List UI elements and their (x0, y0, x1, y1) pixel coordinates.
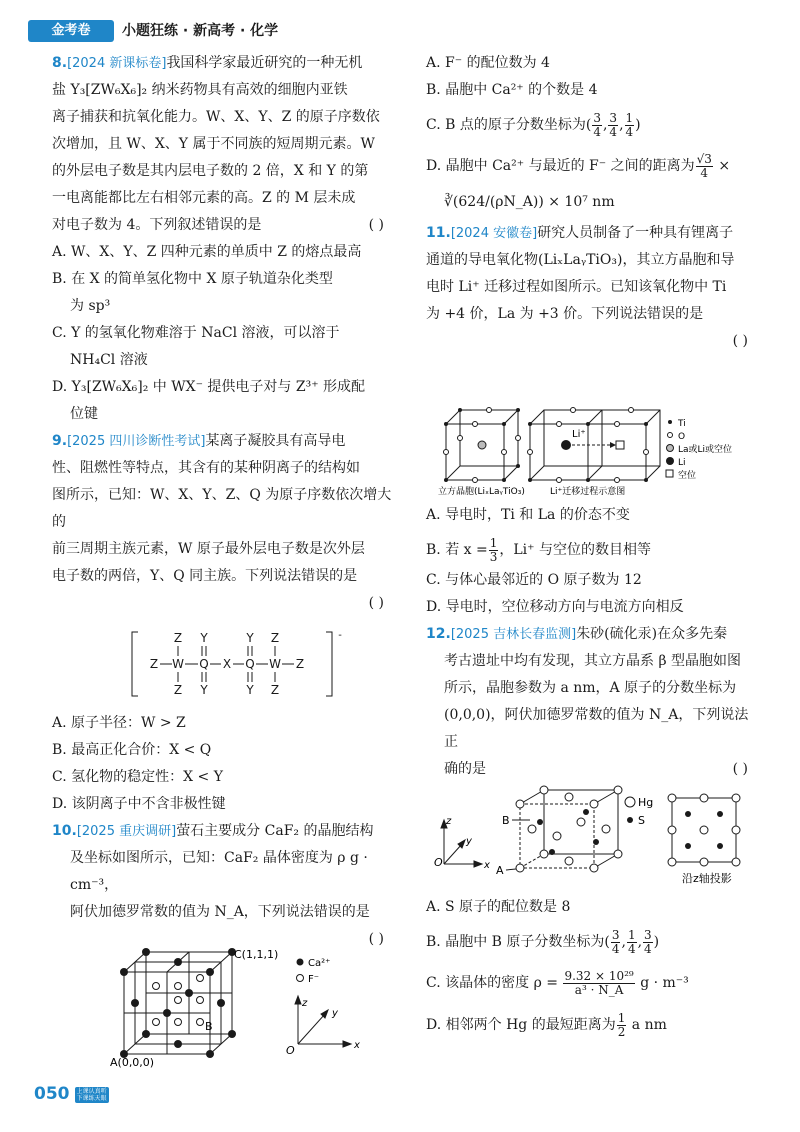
q11-stem-line: 通道的导电氧化物(LiₓLaᵧTiO₃)，其立方晶胞和导 (426, 252, 735, 268)
svg-text:Y: Y (246, 683, 254, 697)
q11-stem-line: 电时 Li⁺ 迁移过程如图所示。已知该氧化物中 Ti (426, 279, 727, 295)
q9-option-c[interactable]: C. 氢化物的稳定性：X < Y (52, 769, 223, 785)
svg-text:O: O (434, 856, 443, 869)
q11-caption-migration: Li⁺迁移过程示意图 (550, 487, 626, 497)
q11-caption-unit-cell: 立方晶胞(LiₓLaᵧTiO₃) (438, 487, 525, 497)
right-column-lower (426, 894, 756, 1043)
q8-stem-line: 对电子数为 4。下列叙述错误的是 ( ) (52, 217, 384, 233)
svg-text:Z: Z (295, 657, 305, 671)
brand-badge: 金考卷 (28, 20, 114, 42)
legend-f-marker (297, 975, 304, 982)
q11-legend-la: La或Li或空位 (678, 445, 733, 455)
left-column (52, 50, 392, 617)
q12-option-d[interactable]: D. 相邻两个 Hg 的最短距离为 $\frac{1}{2}$ a nm (426, 1010, 667, 1039)
q8-option-d[interactable]: D. Y₃[ZW₆X₆]₂ 中 WX⁻ 提供电子对与 Z³⁺ 形成配 (52, 379, 366, 395)
q8-option-b-cont: 为 sp³ (70, 298, 111, 314)
svg-text:Q: Q (199, 657, 209, 671)
q11-li-label: Li⁺ (572, 429, 586, 440)
q12-option-b[interactable]: B. 晶胞中 B 原子分数坐标为( $\frac{3}{4}$ , $\frac{1}{4}$ , $\frac{3}{4}$ ) (426, 927, 660, 956)
svg-text:X: X (222, 657, 232, 671)
q12-stem-line: (0,0,0)，阿伏加德罗常数的值为 N_A，下列说法正 (444, 707, 749, 750)
q12-legend-hg: Hg (638, 796, 654, 809)
svg-text:x: x (484, 860, 490, 871)
q9-anion-structure (120, 626, 350, 702)
q11-stem-line: 11.[2024 安徽卷]研究人员制备了一种具有锂离子 (426, 225, 734, 241)
q11-legend-vacancy: 空位 (678, 471, 697, 481)
q10-point-b-label: B (205, 1020, 213, 1033)
q9-stem-line: 9.[2025 四川诊断性考试]某离子凝胶具有高导电 (52, 433, 346, 449)
svg-text:Q: Q (245, 657, 255, 671)
right-column-mid (426, 502, 756, 783)
q9-option-a[interactable]: A. 原子半径：W > Z (52, 715, 186, 731)
page-header-title: 小题狂练 · 新高考 · 化学 (122, 23, 279, 39)
svg-text:Z: Z (173, 631, 183, 645)
q11-lattice-figure (438, 402, 778, 496)
q10-option-c[interactable]: C. B 点的原子分数坐标为( $\frac{3}{4}$ , $\frac{3}{4}$ , $\frac{1}{4}$ ) (426, 110, 641, 139)
q8-stem-line: 盐 Y₃[ZW₆X₆]₂ 纳米药物具有高效的细胞内亚铁 (52, 82, 348, 98)
q9-answer-paren: ( ) (368, 595, 384, 611)
page-number: 050 (34, 1084, 70, 1104)
q12-hgs-unit-cell (436, 786, 766, 886)
q10-option-d-cont: ∛(624/(ρN_A)) × 10⁷ nm (444, 194, 615, 210)
q9-stem-line: 图所示，已知：W、X、Y、Z、Q 为原子序数依次增大的 (52, 487, 392, 530)
svg-text:Y: Y (246, 631, 254, 645)
svg-text:Y: Y (200, 631, 208, 645)
q9-option-b[interactable]: B. 最高正化合价：X < Q (52, 742, 212, 758)
q12-stem-line: 确的是 ( ) (444, 761, 748, 777)
q12-point-a-label: A (496, 864, 504, 877)
q11-stem-line: 为 +4 价，La 为 +3 价。下列说法错误的是 (426, 306, 704, 322)
q11-legend-ti: Ti (678, 419, 686, 429)
q8-option-a[interactable]: A. W、X、Y、Z 四种元素的单质中 Z 的熔点最高 (52, 244, 362, 260)
q10-point-a-label: A(0,0,0) (110, 1056, 155, 1069)
q12-stem-line: 所示，晶胞参数为 a nm，A 原子的分数坐标为 (444, 680, 737, 696)
q11-option-c[interactable]: C. 与体心最邻近的 O 原子数为 12 (426, 572, 642, 588)
q8-option-d-cont: 位键 (70, 406, 98, 422)
svg-text:y: y (332, 1008, 338, 1019)
legend-f-label: F⁻ (308, 974, 320, 985)
svg-text:x: x (354, 1040, 360, 1051)
svg-text:-: - (338, 630, 342, 641)
q11-option-a[interactable]: A. 导电时，Ti 和 La 的价态不变 (426, 507, 630, 523)
svg-text:O: O (286, 1044, 295, 1057)
page-number-badge (34, 1084, 109, 1104)
svg-text:Y: Y (200, 683, 208, 697)
q12-legend-s: S (638, 814, 645, 827)
q10-caf2-unit-cell (110, 944, 390, 1069)
q12-point-b-label: B (502, 814, 510, 827)
q10-point-c-label: C(1,1,1) (234, 948, 279, 961)
svg-text:W: W (172, 657, 184, 671)
q10-option-b[interactable]: B. 晶胞中 Ca²⁺ 的个数是 4 (426, 82, 598, 98)
q12-option-a[interactable]: A. S 原子的配位数是 8 (426, 899, 571, 915)
q11-legend-o: O (678, 432, 686, 442)
q9-option-d[interactable]: D. 该阴离子中不含非极性键 (52, 796, 226, 812)
svg-text:z: z (302, 998, 308, 1009)
q8-stem-line: 的外层电子数是其内层电子数的 2 倍，X 和 Y 的第 (52, 163, 369, 179)
q9-stem-line: 电子数的两倍，Y、Q 同主族。下列说法错误的是 (52, 568, 358, 584)
q12-projection-caption: 沿z轴投影 (682, 872, 732, 885)
q9-stem-line: 性、阻燃性等特点，其含有的某种阴离子的结构如 (52, 460, 360, 476)
q11-legend-li: Li (678, 458, 686, 468)
q10-stem-line: 阿伏加德罗常数的值为 N_A，下列说法错误的是 (70, 904, 370, 920)
q10-stem-line: 及坐标如图所示，已知：CaF₂ 晶体密度为 ρ g · cm⁻³， (70, 850, 368, 893)
q9-stem-line: 前三周期主族元素，W 原子最外层电子数是次外层 (52, 541, 365, 557)
q8-stem-line: 一电离能都比左右相邻元素的高。Z 的 M 层未成 (52, 190, 356, 206)
svg-text:Z: Z (149, 657, 159, 671)
q10-answer-paren: ( ) (368, 931, 384, 947)
q11-answer-paren: ( ) (732, 333, 748, 349)
q12-stem-line: 考古遗址中均有发现，其立方晶系 β 型晶胞如图 (444, 653, 741, 669)
legend-ca-label: Ca²⁺ (308, 958, 331, 969)
svg-text:y: y (466, 836, 472, 847)
q8-stem-line: 次增加，且 W、X、Y 属于不同族的短周期元素。W (52, 136, 375, 152)
q8-option-c[interactable]: C. Y 的氢氧化物难溶于 NaCl 溶液，可以溶于 (52, 325, 340, 341)
svg-text:Z: Z (270, 631, 280, 645)
q10-option-a[interactable]: A. F⁻ 的配位数为 4 (426, 55, 550, 71)
q8-option-c-cont: NH₄Cl 溶液 (70, 352, 148, 368)
q10-stem-line: 10.[2025 重庆调研]萤石主要成分 CaF₂ 的晶胞结构 (52, 823, 374, 839)
q8-stem-line: 离子捕获和抗氧化能力。W、X、Y、Z 的原子序数依 (52, 109, 380, 125)
page-slogan: 上课认真听 下课练天眼 (76, 1087, 107, 1102)
q10-option-d[interactable]: D. 晶胞中 Ca²⁺ 与最近的 F⁻ 之间的距离为 $\frac{√3}{4}$ × (426, 151, 731, 180)
q11-option-b[interactable]: B. 若 x = $\frac{1}{3}$ ，Li⁺ 与空位的数目相等 (426, 535, 651, 564)
q8-stem-line: 8.[2024 新课标卷]我国科学家最近研究的一种无机 (52, 55, 363, 71)
q8-option-b[interactable]: B. 在 X 的简单氢化物中 X 原子轨道杂化类型 (52, 271, 333, 287)
right-column (426, 50, 756, 355)
svg-text:z: z (446, 816, 452, 827)
q12-stem-line: 12.[2025 吉林长春监测]朱砂(硫化汞)在众多先秦 (426, 626, 728, 642)
legend-ca-marker (297, 959, 304, 966)
svg-text:Z: Z (173, 683, 183, 697)
left-column-lower (52, 710, 392, 953)
svg-text:Z: Z (270, 683, 280, 697)
svg-text:W: W (269, 657, 281, 671)
q12-option-c[interactable]: C. 该晶体的密度 ρ = $\frac{\text{9.32 × 10²⁹}}{\text{a³ · N\_A}}$ g · m⁻³ (426, 968, 689, 997)
q11-option-d[interactable]: D. 导电时，空位移动方向与电流方向相反 (426, 599, 684, 615)
